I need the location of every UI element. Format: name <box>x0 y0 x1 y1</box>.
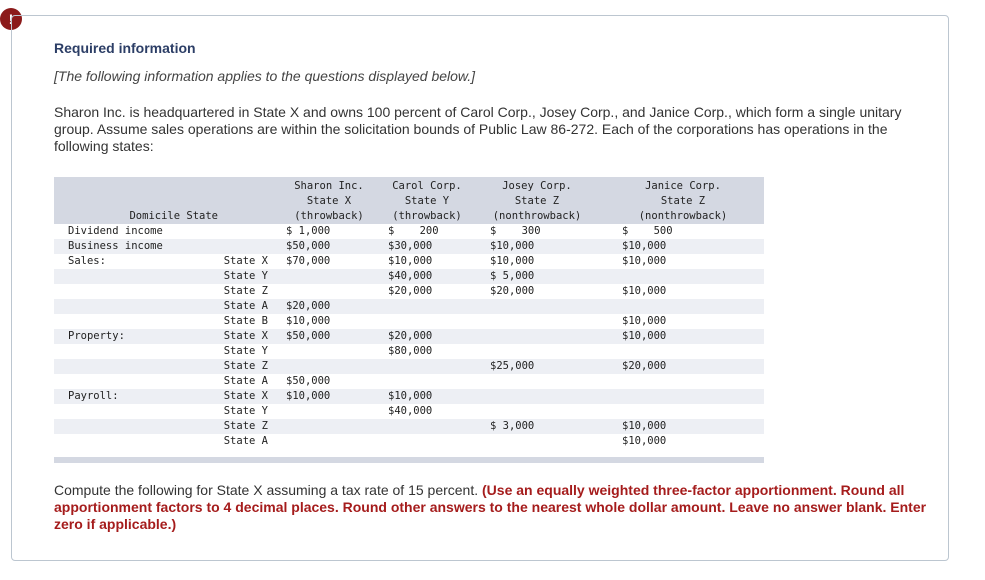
alert-icon: ! <box>0 8 22 30</box>
cell-josey: $10,000 <box>490 255 535 267</box>
cell-josey: $ 3,000 <box>472 419 602 434</box>
header-sharon-name: Sharon Inc. <box>276 177 382 194</box>
table-row <box>54 299 764 314</box>
row-label <box>54 419 188 434</box>
cell-janice: $20,000 <box>602 359 764 374</box>
cell-janice: $10,000 <box>602 239 764 254</box>
table-row <box>54 254 764 269</box>
cell-josey: $10,000 <box>472 239 602 254</box>
cell-sharon: $10,000 <box>276 389 382 404</box>
row-state: State X <box>188 329 276 344</box>
cell-carol: $10,000 <box>382 389 472 404</box>
cell-janice <box>602 299 764 314</box>
table-row <box>54 239 764 254</box>
table-row <box>54 224 764 239</box>
cell-sharon: $20,000 <box>276 299 382 314</box>
table-bottom-bar <box>54 457 764 463</box>
intro-paragraph: Sharon Inc. is headquartered in State X and owns 100 percent of Carol Corp., Josey Corp., and Janice Corp., which form a single unitary group. Assume sales operations are within the solicitation bounds of Public Law 86-272. Each of the corporations has operations in the following states: <box>54 104 902 154</box>
header-josey-name: Josey Corp. <box>472 177 602 194</box>
cell-josey <box>472 329 602 344</box>
row-label: Payroll: <box>54 389 188 404</box>
row-state: State A <box>223 435 268 447</box>
table-row <box>54 269 764 284</box>
cell-sharon <box>276 359 382 374</box>
table-row <box>54 404 764 419</box>
table-row <box>54 419 764 434</box>
question-text <box>54 482 934 533</box>
cell-sharon <box>276 434 382 449</box>
row-state <box>188 239 276 254</box>
row-label: Dividend income <box>68 225 163 237</box>
cell-carol <box>382 359 472 374</box>
table-header-row <box>54 209 764 224</box>
table-header-row <box>54 177 764 194</box>
header-janice-state: State Z <box>602 194 764 209</box>
cell-josey <box>472 404 602 419</box>
table-body <box>54 224 764 449</box>
cell-carol: $20,000 <box>382 329 472 344</box>
row-state: State A <box>223 375 268 387</box>
header-josey-type: (nonthrowback) <box>472 209 602 224</box>
table-row <box>54 359 764 374</box>
row-label <box>54 314 188 329</box>
header-janice-type: (nonthrowback) <box>602 209 764 224</box>
cell-sharon: $ 1,000 <box>286 225 331 237</box>
cell-carol: $80,000 <box>388 345 433 357</box>
table-row <box>54 344 764 359</box>
cell-josey <box>472 314 602 329</box>
row-state: State Y <box>223 345 268 357</box>
header-sharon-state: State X <box>276 194 382 209</box>
cell-carol: $ 200 <box>388 225 439 237</box>
row-state: State B <box>223 315 268 327</box>
header-carol-name: Carol Corp. <box>382 177 472 194</box>
data-table-wrapper <box>54 177 764 463</box>
header-josey-state: State Z <box>472 194 602 209</box>
table-row <box>54 434 764 449</box>
question-lead: Compute the following for State X assuming a tax rate of 15 percent. <box>54 482 479 498</box>
cell-janice <box>602 404 764 419</box>
row-state: State Y <box>188 269 276 284</box>
cell-josey: $ 300 <box>490 225 541 237</box>
cell-janice <box>602 389 764 404</box>
cell-josey <box>472 299 602 314</box>
table-row <box>54 329 764 344</box>
cell-janice <box>602 374 764 389</box>
cell-carol: $40,000 <box>382 269 472 284</box>
row-label: Sales: <box>68 255 106 267</box>
cell-carol <box>382 419 472 434</box>
cell-janice: $10,000 <box>622 315 667 327</box>
cell-sharon: $70,000 <box>286 255 331 267</box>
cell-janice <box>602 269 764 284</box>
header-domicile-label: Domicile State <box>54 209 276 224</box>
cell-janice: $10,000 <box>622 435 667 447</box>
row-label: Business income <box>54 239 188 254</box>
cell-carol <box>382 299 472 314</box>
cell-carol <box>382 434 472 449</box>
cell-janice <box>602 344 764 359</box>
row-label <box>54 299 188 314</box>
row-label <box>54 284 188 299</box>
cell-sharon <box>276 404 382 419</box>
row-state: State Z <box>188 419 276 434</box>
cell-janice: $10,000 <box>602 329 764 344</box>
cell-sharon <box>276 269 382 284</box>
cell-sharon: $50,000 <box>276 329 382 344</box>
table-row <box>54 374 764 389</box>
header-sharon-type: (throwback) <box>276 209 382 224</box>
header-carol-state: State Y <box>382 194 472 209</box>
table-row <box>54 389 764 404</box>
cell-sharon: $50,000 <box>286 375 331 387</box>
row-label <box>54 359 188 374</box>
row-label <box>54 374 188 389</box>
cell-josey: $ 5,000 <box>472 269 602 284</box>
row-label <box>54 404 188 419</box>
question-instruction: (Use an equally weighted three-factor apportionment. Round all apportionment factors to 4 decimal places. Round other answers to the nearest whole dollar amount. Leave no answer blank. Enter zero if applicable.) <box>54 482 927 532</box>
row-state: State Z <box>188 359 276 374</box>
cell-josey <box>472 344 602 359</box>
table-header-row <box>54 194 764 209</box>
cell-josey <box>472 374 602 389</box>
row-state: State Z <box>223 285 268 297</box>
cell-carol: $10,000 <box>388 255 433 267</box>
cell-josey: $20,000 <box>490 285 535 297</box>
cell-josey <box>472 434 602 449</box>
cell-sharon <box>276 344 382 359</box>
cell-carol: $30,000 <box>382 239 472 254</box>
row-state: State A <box>188 299 276 314</box>
table-row <box>54 314 764 329</box>
page-title: Required information <box>54 40 196 56</box>
cell-janice: $ 500 <box>622 225 673 237</box>
cell-sharon <box>276 284 382 299</box>
cell-sharon <box>276 419 382 434</box>
cell-carol: $40,000 <box>388 405 433 417</box>
row-state: State Y <box>223 405 268 417</box>
cell-carol: $20,000 <box>388 285 433 297</box>
table-row <box>54 284 764 299</box>
cell-josey <box>472 389 602 404</box>
cell-carol <box>382 374 472 389</box>
cell-sharon: $10,000 <box>286 315 331 327</box>
cell-sharon: $50,000 <box>276 239 382 254</box>
row-label <box>54 269 188 284</box>
header-janice-name: Janice Corp. <box>602 177 764 194</box>
cell-janice: $10,000 <box>602 419 764 434</box>
subnote: [The following information applies to the questions displayed below.] <box>54 68 476 84</box>
cell-carol <box>382 314 472 329</box>
row-label: Property: <box>54 329 188 344</box>
row-state: State X <box>223 255 268 267</box>
data-table <box>54 177 764 449</box>
cell-janice: $10,000 <box>622 255 667 267</box>
row-state: State X <box>188 389 276 404</box>
row-label <box>54 434 188 449</box>
header-carol-type: (throwback) <box>382 209 472 224</box>
cell-janice: $10,000 <box>622 285 667 297</box>
cell-josey: $25,000 <box>472 359 602 374</box>
row-state <box>188 224 276 239</box>
row-label <box>54 344 188 359</box>
